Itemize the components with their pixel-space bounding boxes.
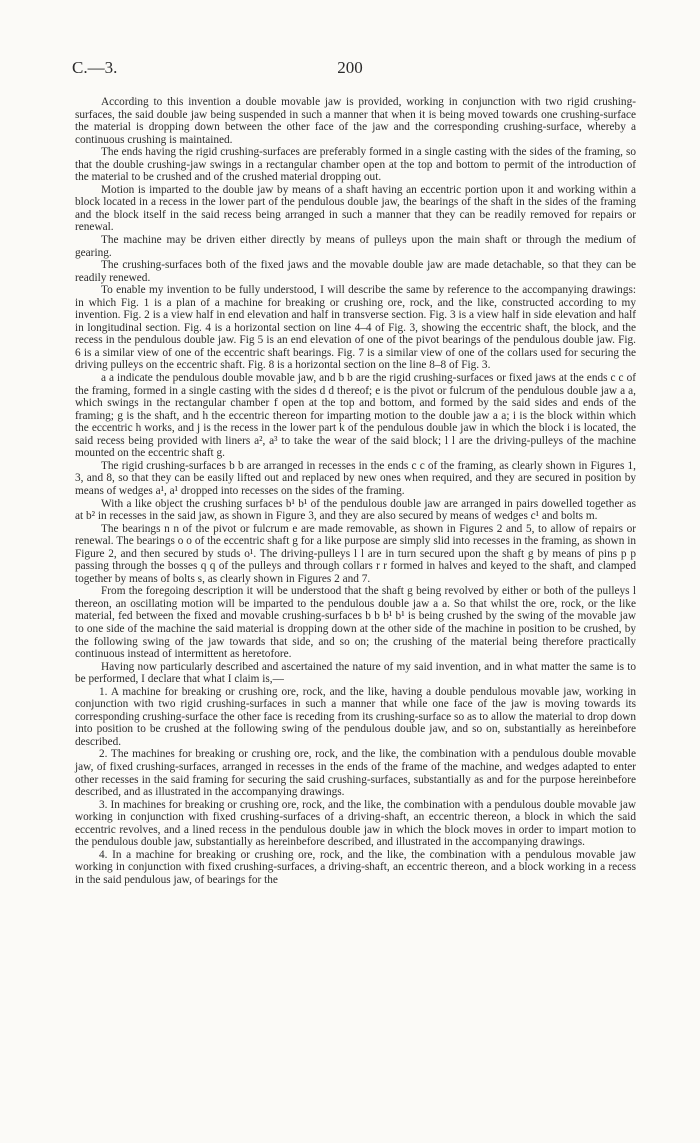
paragraph: The machine may be driven either directly by means of pulleys upon the main shaft or through the medium of gearing. xyxy=(75,234,636,259)
paragraph: According to this invention a double movable jaw is provided, working in conjunction with two rigid crushing-surfaces, the said double jaw being suspended in such a manner that when it is being moved towards one crushing-surface the material is dropping down between the other face of the jaw and the corresponding crushing-surface, whereby a continuous crushing is maintained. xyxy=(75,96,636,146)
paragraph: With a like object the crushing surfaces b¹ b¹ of the pendulous double jaw are arranged in pairs dowelled together as at b² in recesses in the said jaw, as shown in Figure 3, and they are also secured by means of wedges c¹ and bolts m. xyxy=(75,497,636,523)
paragraph: To enable my invention to be fully understood, I will describe the same by reference to the accompanying drawings: in which Fig. 1 is a plan of a machine for breaking or crushing ore, rock, and the like, constructed according to my invention. Fig. 2 is a view half in end elevation and half in transverse section. Fig. 3 is a view half in side elevation and half in longitudinal section. Fig. 4 is a horizontal section on line 4–4 of Fig. 3, showing the eccentric shaft, the block, and the recess in the pendulous double jaw. Fig 5 is an end elevation of one of the pivot bearings of the pendulous double jaw. Fig. 6 is a similar view of one of the eccentric shaft bearings. Fig. 7 is a similar view of one of the collars used for securing the driving pulleys on the eccentric shaft. Fig. 8 is a horizontal section on the line 8–8 of Fig. 3. xyxy=(75,284,636,372)
paragraph: a a indicate the pendulous double movable jaw, and b b are the rigid crushing-surfaces or fixed jaws at the ends c c of the framing, formed in a single casting with the sides d d thereof; e is the pivot or fulcrum of the pendulous double jaw a a, which swings in the rectangular chamber f open at the top and bottom, and formed by the said sides and ends of the framing; g is the shaft, and h the eccentric thereon for imparting motion to the double jaw a a; i is the block within which the eccentric h works, and j is the recess in the lower part k of the pendulous double jaw in which the block i is located, the said recess being provided with liners a², a³ to take the wear of the said block; l l are the driving-pulleys of the machine mounted on the eccentric shaft g. xyxy=(75,372,636,460)
paragraph: Motion is imparted to the double jaw by means of a shaft having an eccentric portion upon it and working within a block located in a recess in the lower part of the pendulous double jaw, the bearings of the shaft in the sides of the framing and the block itself in the said recess being arranged in such a manner that they can be readily removed for repairs or renewal. xyxy=(75,183,636,234)
claim-4: 4. In a machine for breaking or crushing ore, rock, and the like, the combination with a pendulous movable jaw working in conjunction with fixed crushing-surfaces, a driving-shaft, an eccentric thereon, and a block working in a recess in the said pendulous jaw, of bearings for the xyxy=(75,848,636,886)
patent-specification-text xyxy=(75,96,636,886)
claim-2: 2. The machines for breaking or crushing ore, rock, and the like, the combination with a pendulous double movable jaw, of fixed crushing-surfaces, arranged in recesses in the ends of the frame of the machine, and wedges adapted to enter other recesses in the said framing for securing the said crushing-surfaces, substantially as and for the purpose hereinbefore described, and as illustrated in the accompanying drawings. xyxy=(75,748,636,799)
paragraph: The crushing-surfaces both of the fixed jaws and the movable double jaw are made detachable, so that they can be readily renewed. xyxy=(75,259,636,284)
page-header xyxy=(72,58,628,82)
page-number: 200 xyxy=(337,58,363,77)
paragraph: From the foregoing description it will be understood that the shaft g being revolved by either or both of the pulleys l thereon, an oscillating motion will be imparted to the pendulous double jaw a a. So that whilst the ore, rock, or the like material, fed between the fixed and movable crushing-surfaces b b b¹ b¹ is being crushed by the swing of the movable jaw to one side of the machine the said material is dropping down at the other side of the machine in position to be crushed, by the following swing of the jaw towards that side, and so on; the crushing of the material being therefore practically continuous instead of intermittent as heretofore. xyxy=(75,585,636,661)
paragraph: The ends having the rigid crushing-surfaces are preferably formed in a single casting with the sides of the framing, so that the double crushing-jaw swings in a rectangular chamber open at the top and bottom to permit of the introduction of the material to be crushed and of the crushed material dropping out. xyxy=(75,146,636,184)
claim-3: 3. In machines for breaking or crushing ore, rock, and the like, the combination with a pendulous double movable jaw working in conjunction with fixed crushing-surfaces of a driving-shaft, an eccentric thereon, a block in which the said eccentric revolves, and a lined recess in the pendulous double jaw in which the block moves in order to impart motion to the pendulous double jaw, substantially as hereinbefore described, and illustrated in the accompanying drawings. xyxy=(75,798,636,849)
paragraph: The rigid crushing-surfaces b b are arranged in recesses in the ends c c of the framing, as clearly shown in Figures 1, 3, and 8, so that they can be easily lifted out and replaced by new ones when required, and they are secured in position by means of wedges a¹, a¹ dropped into recesses on the sides of the framing. xyxy=(75,459,636,497)
claim-1: 1. A machine for breaking or crushing ore, rock, and the like, having a double pendulous movable jaw, working in conjunction with two rigid crushing-surfaces in such a manner that while one face of the jaw is moving towards its corresponding crushing-surface the other face is receding from its crushing-surface so as to allow the material to drop down into position to be crushed at the following swing of the pendulous double jaw, and so on, substantially as hereinbefore described. xyxy=(75,685,636,748)
paragraph: Having now particularly described and ascertained the nature of my said invention, and in what matter the same is to be performed, I declare that what I claim is,— xyxy=(75,660,636,686)
document-reference: C.—3. xyxy=(72,58,118,77)
paragraph: The bearings n n of the pivot or fulcrum e are made removable, as shown in Figures 2 and 5, to allow of repairs or renewal. The bearings o o of the eccentric shaft g for a like purpose are simply slid into recesses in the framing, as shown in Figure 2, and then secured by studs o¹. The driving-pulleys l l are in turn secured upon the shaft g by means of pins p p passing through the bosses q q of the pulleys and through collars r r formed in halves and keyed to the shaft, and clamped together by means of bolts s, as clearly shown in Figures 2 and 7. xyxy=(75,522,636,585)
